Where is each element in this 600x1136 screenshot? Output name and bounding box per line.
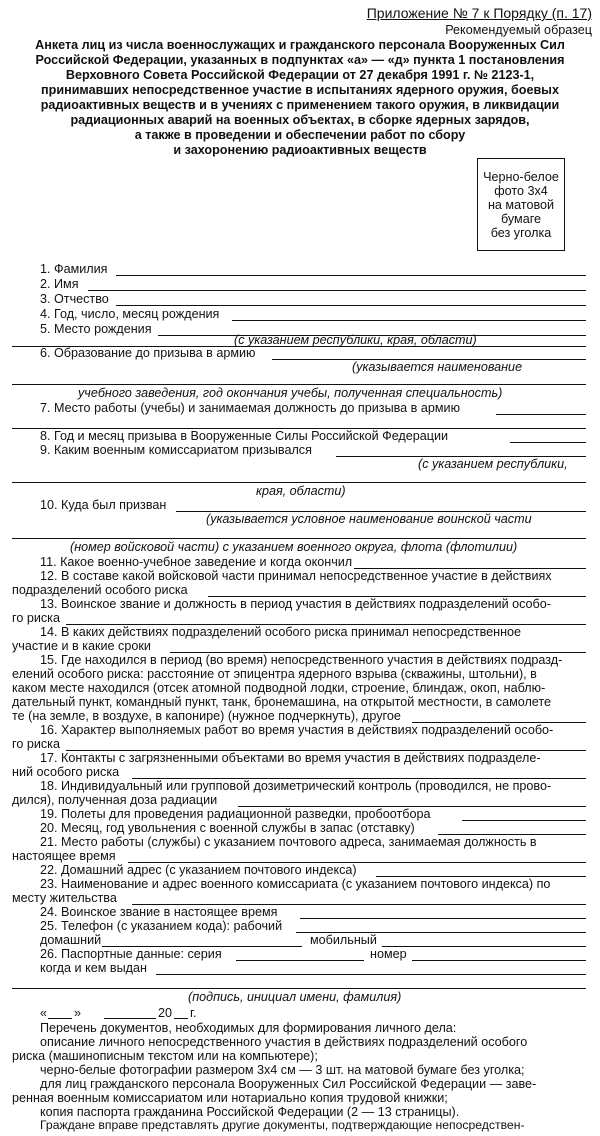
field-passport-issued-line[interactable] — [156, 974, 586, 975]
field-contacts-label-cont: ний особого риска — [12, 765, 120, 779]
date-year-line[interactable] — [174, 1018, 188, 1019]
field-work-type-label: 16. Характер выполняемых работ во время участия в действиях подразделений особо- — [40, 723, 554, 737]
field-education-hint-2: учебного заведения, год окончания учебы, полученная специальность) — [78, 386, 503, 400]
field-surname-line[interactable] — [116, 275, 586, 276]
documents-item-3: для лиц гражданского персонала Вооруженных Сил Российской Федерации — заве- — [40, 1077, 537, 1091]
title-line: Российской Федерации, указанных в подпунктах «а» — «д» пункта 1 постановления — [35, 53, 565, 67]
field-drafted-to-label: 10. Куда был призван — [40, 498, 167, 512]
field-mobile-phone-label: мобильный — [310, 933, 377, 947]
field-local-commissariat-label: 23. Наименование и адрес военного комиссариата (с указанием почтового индекса) по — [40, 877, 551, 891]
signature-hint: (подпись, инициал имени, фамилия) — [188, 990, 402, 1004]
field-current-work-label: 21. Место работы (службы) с указанием почтового адреса, занимаемая должность в — [40, 835, 537, 849]
field-home-phone-label: домашний — [40, 933, 102, 947]
field-passport-number-line[interactable] — [412, 960, 586, 961]
field-passport-number-label: номер — [370, 947, 407, 961]
documents-intro: Перечень документов, необходимых для формирования личного дела: — [40, 1021, 457, 1035]
field-patronymic-line[interactable] — [116, 305, 586, 306]
field-patronymic-label: 3. Отчество — [40, 292, 109, 306]
field-drafted-to-hint-2: (номер войсковой части) с указанием военного округа, флота (флотилии) — [70, 540, 518, 554]
field-birthplace-label: 5. Место рождения — [40, 322, 152, 336]
title-line: радиационных аварий на военных объектах, в сборке ядерных зарядов, — [70, 113, 530, 127]
field-birthdate-line[interactable] — [232, 320, 586, 321]
title-line: радиоактивных веществ и в учениях с применением такого оружия, в ликвидации — [40, 98, 560, 112]
field-location-label-cont-4: те (на земле, в воздухе, в капонире) (нужное подчеркнуть), другое — [12, 709, 401, 723]
field-rank-position-label-cont: го риска — [12, 611, 60, 625]
field-commissariat-label: 9. Каким военным комиссариатом призывался — [40, 443, 312, 457]
title-line: и захоронению радиоактивных веществ — [173, 143, 427, 157]
date-day-line[interactable] — [48, 1018, 72, 1019]
field-military-school-label: 11. Какое военно-учебное заведение и когда окончил — [40, 555, 353, 569]
date-open-quote: « — [40, 1006, 48, 1020]
field-commissariat-hint-2: края, области) — [256, 484, 346, 498]
date-month-line[interactable] — [104, 1018, 156, 1019]
field-dosimetry-label: 18. Индивидуальный или групповой дозиметрический контроль (проводился, не прово- — [40, 779, 552, 793]
field-local-commissariat-label-cont: месту жительства — [12, 891, 117, 905]
documents-note: Граждане вправе представлять другие документы, подтверждающие непосредствен- — [40, 1118, 525, 1132]
date-year-prefix: 20 — [158, 1006, 173, 1020]
field-mobile-phone-line[interactable] — [382, 946, 586, 947]
form-title — [0, 38, 600, 158]
field-work-type-label-cont: го риска — [12, 737, 60, 751]
field-flights-line[interactable] — [462, 820, 586, 821]
field-location-label-cont-1: елений особого риска: расстояние от эпицентра ядерного взрыва (скважины, штольни), в — [12, 667, 537, 681]
field-name-label: 2. Имя — [40, 277, 79, 291]
field-actions-label: 14. В каких действиях подразделений особого риска принимал непосредственное — [40, 625, 522, 639]
title-line: принимавших непосредственное участие в испытаниях ядерного оружия, боевых — [41, 83, 559, 97]
field-birthplace-hint: (с указанием республики, края, области) — [234, 333, 477, 347]
field-home-address-label: 22. Домашний адрес (с указанием почтового индекса) — [40, 863, 357, 877]
date-close-quote: » — [74, 1006, 82, 1020]
field-drafted-to-hint: (указывается условное наименование воинской части — [206, 512, 532, 526]
field-location-label-cont-2: каком месте находился (отсек атомной подводной лодки, строение, блиндаж, окоп, наблю- — [12, 681, 546, 695]
title-line: Верховного Совета Российской Федерации от 27 декабря 1991 г. № 2123-1, — [65, 68, 535, 82]
field-conscription-date-label: 8. Год и месяц призыва в Вооруженные Силы Российской Федерации — [40, 429, 449, 443]
field-discharge-label: 20. Месяц, год увольнения с военной службы в запас (отставку) — [40, 821, 415, 835]
field-unit-label: 12. В составе какой войсковой части принимал непосредственное участие в действиях — [40, 569, 552, 583]
field-commissariat-hint: (с указанием республики, — [418, 457, 568, 471]
field-rank-position-label: 13. Воинское звание и должность в период участия в действиях подразделений особо- — [40, 597, 551, 611]
documents-item-1-cont: риска (машинописным текстом или на компьютере); — [12, 1049, 318, 1063]
field-passport-issued-label: когда и кем выдан — [40, 961, 147, 975]
field-location-label: 15. Где находился в период (во время) непосредственного участия в действиях подразд- — [40, 653, 563, 667]
field-location-label-cont-3: дательный пункт, командный пункт, танк, бронемашина, на открытой местности, в самолете — [12, 695, 552, 709]
documents-item-2: черно-белые фотографии размером 3х4 см — 3 шт. на матовой бумаге без уголка; — [40, 1063, 525, 1077]
field-drafted-to-line-2[interactable] — [12, 538, 586, 539]
field-dosimetry-label-cont: дился), полученная доза радиации — [12, 793, 218, 807]
signature-line[interactable] — [12, 988, 586, 989]
field-passport-series-line[interactable] — [236, 960, 364, 961]
title-line: а также в проведении и обеспечении работ по сбору — [134, 128, 466, 142]
field-actions-label-cont: участие и в какие сроки — [12, 639, 151, 653]
field-commissariat-line-2[interactable] — [12, 482, 586, 483]
photo-placeholder-box: Черно-белое фото 3х4 на матовой бумаге без уголка — [477, 158, 565, 251]
documents-item-1: описание личного непосредственного участия в действиях подразделений особого — [40, 1035, 528, 1049]
field-prework-line[interactable] — [496, 414, 586, 415]
field-birthdate-label: 4. Год, число, месяц рождения — [40, 307, 220, 321]
field-unit-label-cont: подразделений особого риска — [12, 583, 188, 597]
recommended-sample-label: Рекомендуемый образец — [445, 23, 592, 37]
field-prework-label: 7. Место работы (учебы) и занимаемая должность до призыва в армию — [40, 401, 461, 415]
field-current-rank-label: 24. Воинское звание в настоящее время — [40, 905, 278, 919]
field-education-hint: (указывается наименование — [352, 360, 523, 374]
appendix-reference: Приложение № 7 к Порядку (п. 17) — [366, 5, 592, 21]
field-current-work-label-cont: настоящее время — [12, 849, 116, 863]
title-line: Анкета лиц из числа военнослужащих и гражданского персонала Вооруженных Сил — [35, 38, 565, 52]
field-education-label: 6. Образование до призыва в армию — [40, 346, 256, 360]
field-phone-label: 25. Телефон (с указанием кода): рабочий — [40, 919, 283, 933]
field-conscription-date-line[interactable] — [510, 442, 586, 443]
field-education-line-2[interactable] — [12, 384, 586, 385]
field-surname-label: 1. Фамилия — [40, 262, 108, 276]
documents-item-3-cont: ренная военным комиссариатом или нотариально копия трудовой книжки; — [12, 1091, 448, 1105]
date-year-suffix: г. — [190, 1006, 197, 1020]
field-passport-series-label: 26. Паспортные данные: серия — [40, 947, 222, 961]
field-current-rank-line[interactable] — [300, 918, 586, 919]
field-flights-label: 19. Полеты для проведения радиационной разведки, пробоотбора — [40, 807, 431, 821]
documents-item-4: копия паспорта гражданина Российской Федерации (2 — 13 страницы). — [40, 1105, 460, 1119]
field-contacts-label: 17. Контакты с загрязненными объектами во время участия в действиях подразделе- — [40, 751, 541, 765]
field-name-line[interactable] — [88, 290, 586, 291]
